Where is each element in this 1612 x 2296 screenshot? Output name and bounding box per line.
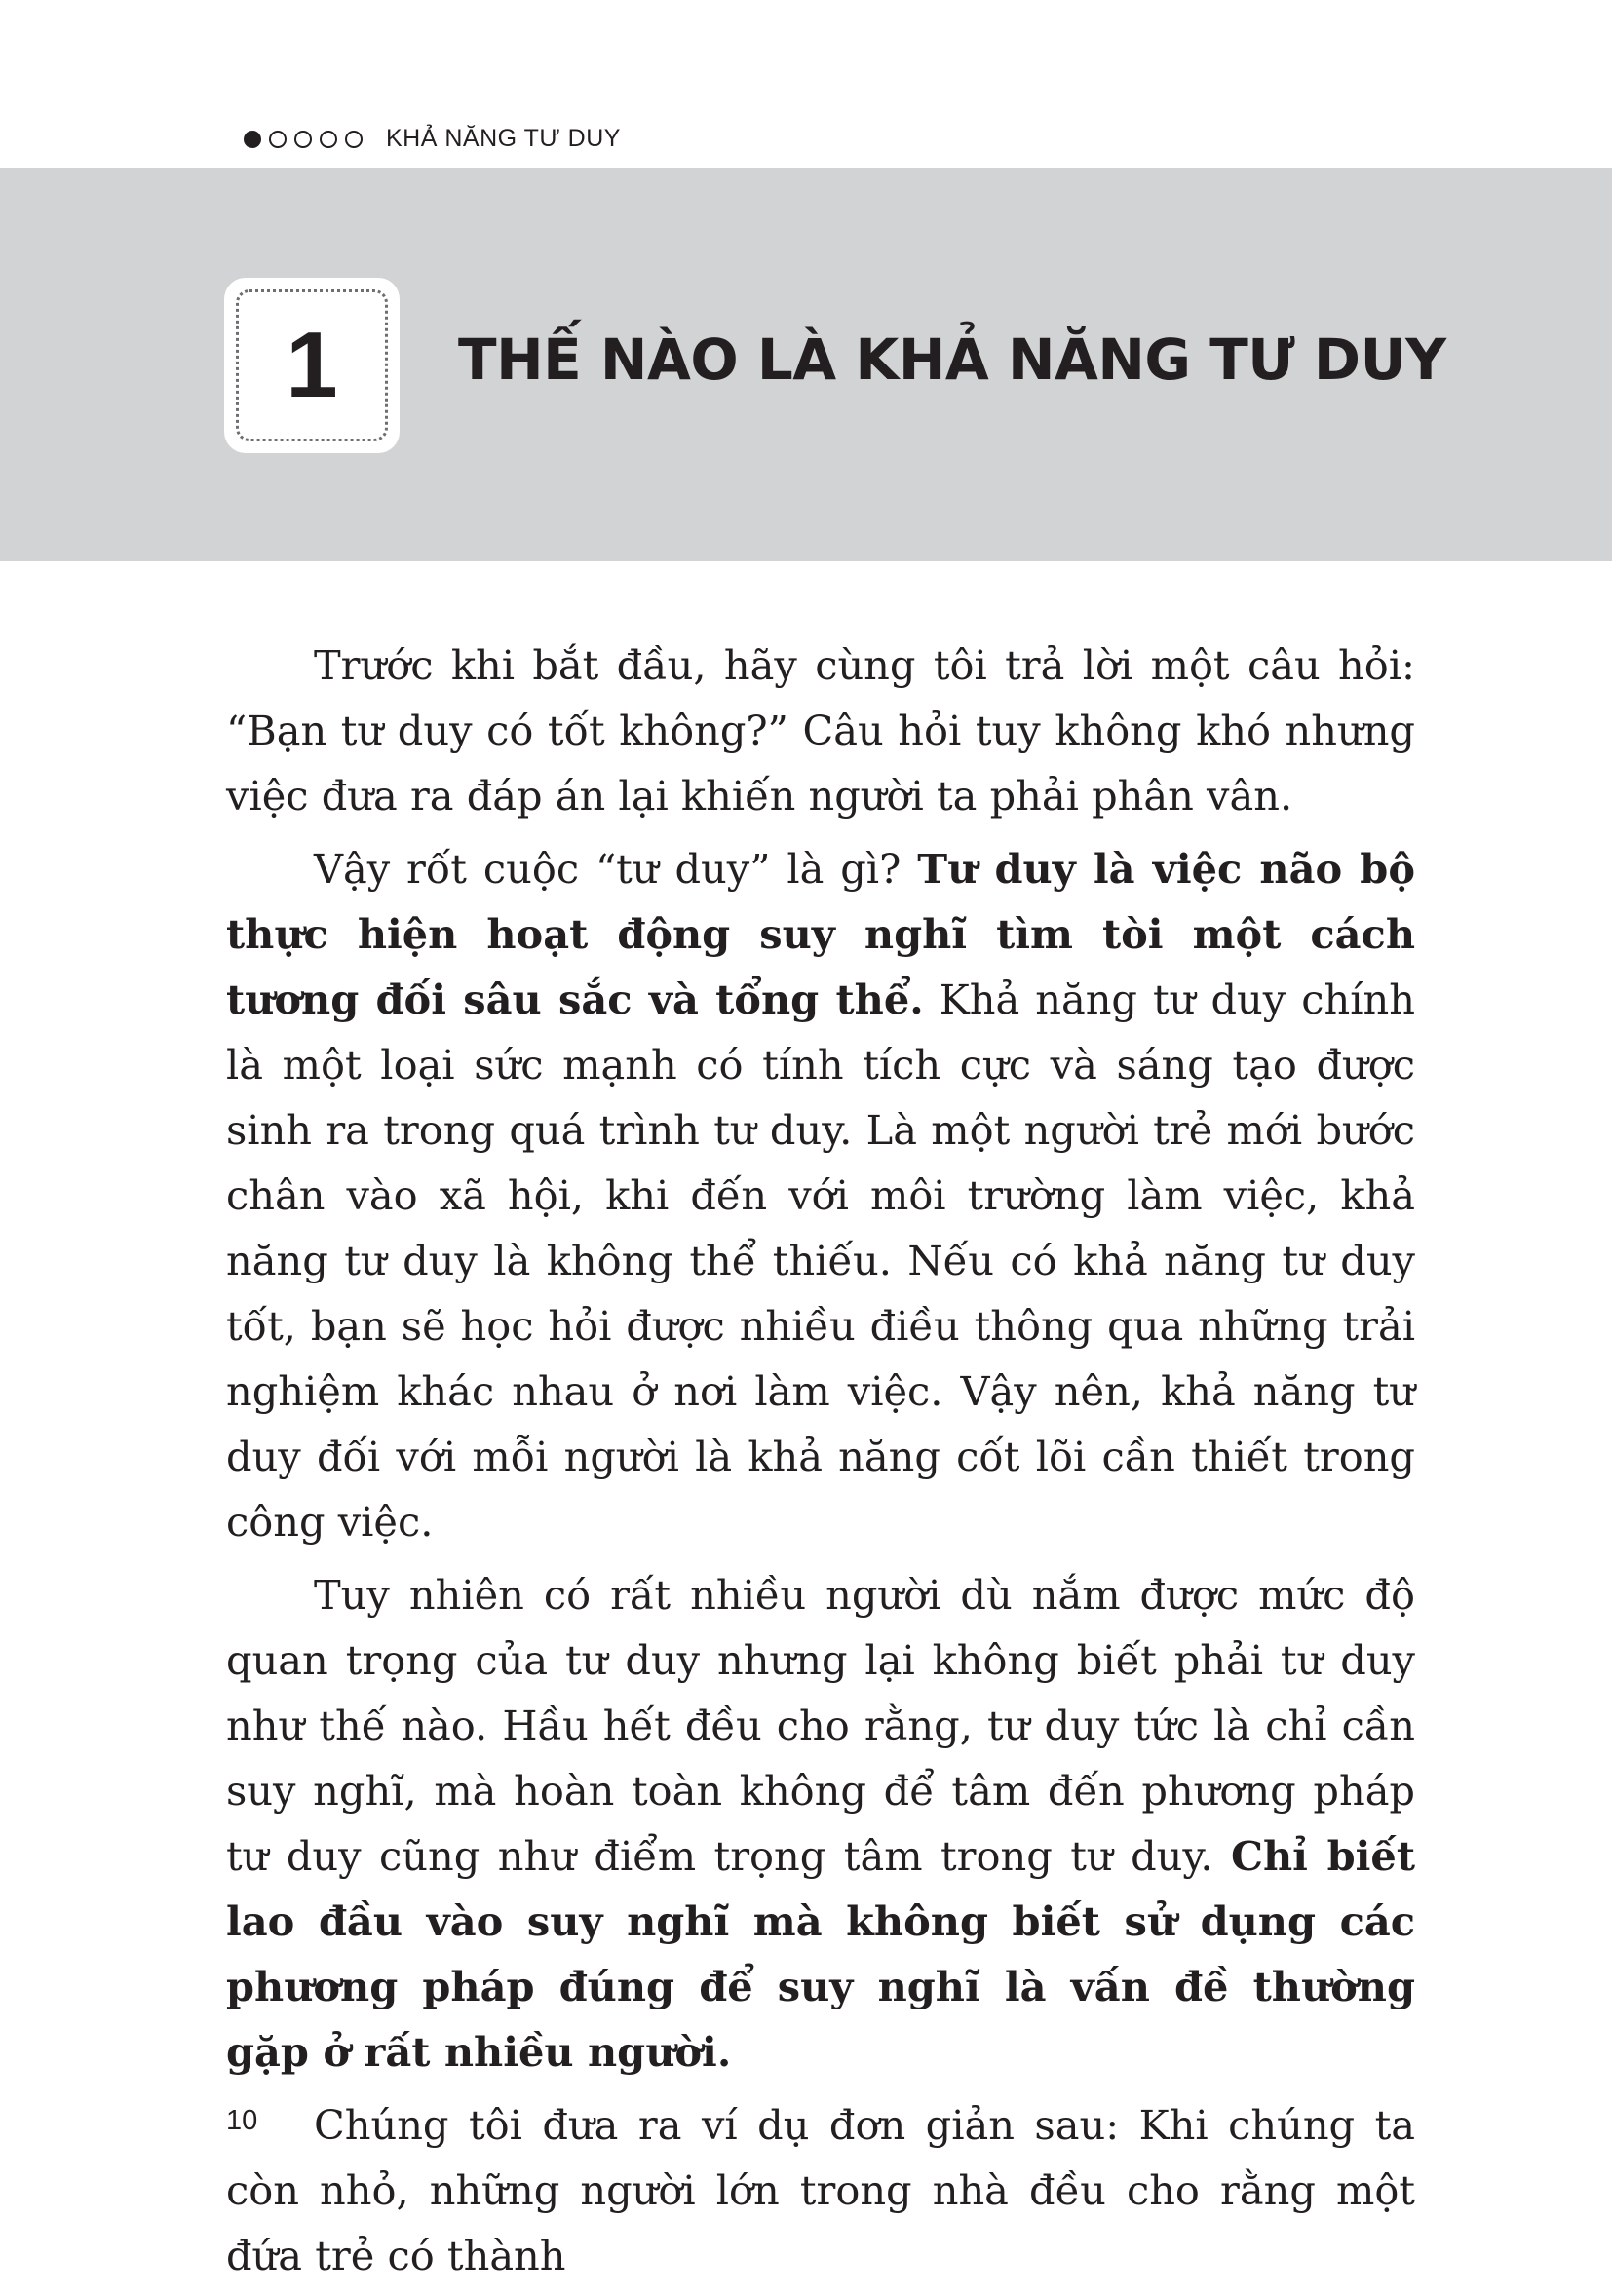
paragraph — [226, 1562, 1415, 2085]
chapter-number-frame — [236, 289, 388, 441]
paragraph — [226, 2092, 1415, 2288]
chapter-title: THẾ NÀO LÀ KHẢ NĂNG TƯ DUY — [458, 326, 1446, 393]
chapter-progress-dots — [244, 131, 363, 148]
emphasis-text: Tư duy là việc não bộ thực hiện hoạt động suy nghĩ tìm tòi một cách tương đối sâu sắc và tổng thể. — [226, 845, 1416, 1023]
body-text — [226, 632, 1415, 2296]
section-label: KHẢ NĂNG TƯ DUY — [386, 125, 621, 152]
paragraph-text: Vậy rốt cuộc “tư duy” là gì? — [314, 845, 918, 893]
page-number: 10 — [226, 2105, 258, 2136]
paragraph — [226, 836, 1415, 1554]
emphasis-text: Chỉ biết lao đầu vào suy nghĩ mà không biết sử dụng các phương pháp đúng để suy nghĩ là vấn đề thường gặp ở rất nhiều người. — [226, 1832, 1415, 2076]
progress-dot-filled-icon — [244, 131, 261, 148]
running-header — [244, 125, 621, 153]
progress-dot-empty-icon — [345, 131, 363, 148]
chapter-number: 1 — [286, 313, 338, 417]
paragraph-text: Chúng tôi đưa ra ví dụ đơn giản sau: Khi chúng ta còn nhỏ, những người lớn trong nhà đều cho rằng một đứa trẻ có thành — [226, 2101, 1415, 2279]
paragraph — [226, 632, 1415, 828]
chapter-number-badge — [224, 278, 400, 453]
paragraph-text: Trước khi bắt đầu, hãy cùng tôi trả lời một câu hỏi: “Bạn tư duy có tốt không?” Câu hỏi tuy không khó nhưng việc đưa ra đáp án lại khiến người ta phải phân vân. — [226, 641, 1415, 820]
progress-dot-empty-icon — [320, 131, 337, 148]
paragraph-text: Tuy nhiên có rất nhiều người dù nắm được mức độ quan trọng của tư duy nhưng lại không biết phải tư duy như thế nào. Hầu hết đều cho rằng, tư duy tức là chỉ cần suy nghĩ, mà hoàn toàn không để tâm đến phương pháp tư duy cũng như điểm trọng tâm trong tư duy. — [226, 1571, 1415, 1880]
progress-dot-empty-icon — [269, 131, 287, 148]
progress-dot-empty-icon — [294, 131, 312, 148]
paragraph-text: Khả năng tư duy chính là một loại sức mạnh có tính tích cực và sáng tạo được sinh ra trong quá trình tư duy. Là một người trẻ mới bước chân vào xã hội, khi đến với môi trường làm việc, khả năng tư duy là không thể thiếu. Nếu có khả năng tư duy tốt, bạn sẽ học hỏi được nhiều điều thông qua những trải nghiệm khác nhau ở nơi làm việc. Vậy nên, khả năng tư duy đối với mỗi người là khả năng cốt lõi cần thiết trong công việc. — [226, 976, 1415, 1546]
